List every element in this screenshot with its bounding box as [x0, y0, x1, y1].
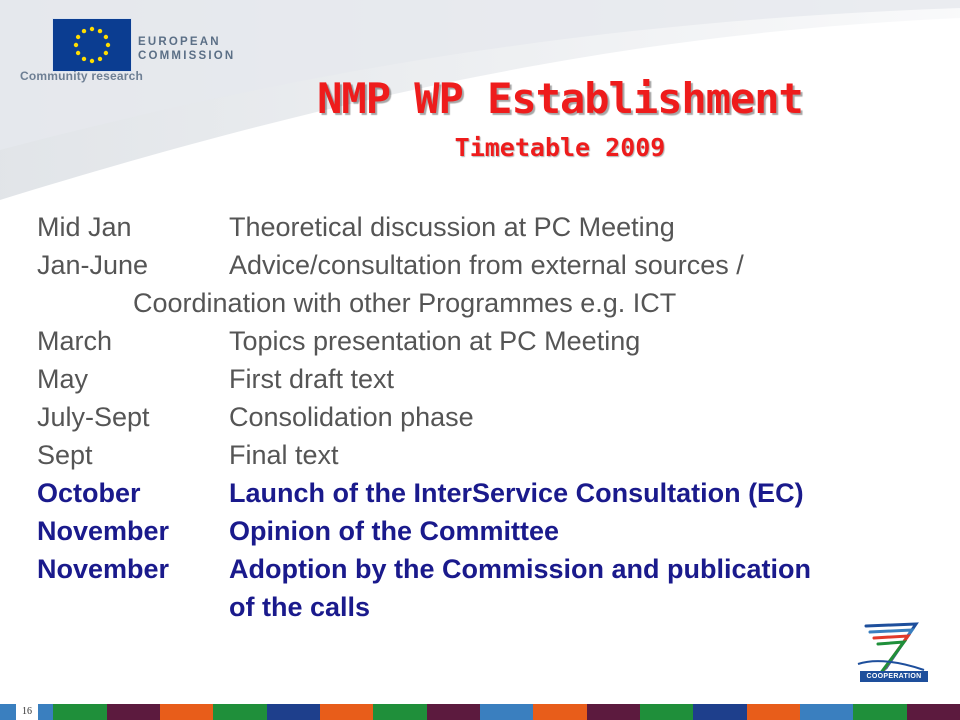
color-bar-segment [800, 704, 853, 720]
color-bar-segment [640, 704, 693, 720]
timeline-date: Jan-June [37, 250, 149, 280]
color-bar-segment [53, 704, 106, 720]
tagline: Community research [20, 69, 143, 83]
timeline-activity: Final text [229, 440, 339, 470]
color-bar-segment [853, 704, 906, 720]
color-bar-segment [320, 704, 373, 720]
color-bar-segment [907, 704, 960, 720]
color-bar-segment [213, 704, 266, 720]
timeline-row [37, 436, 937, 474]
page-number: 16 [16, 704, 38, 720]
timeline-activity: Coordination with other Programmes e.g. ICT [133, 288, 677, 318]
timeline-row-highlight-continuation [37, 588, 937, 626]
color-bar-segment [693, 704, 746, 720]
color-bar-segment [533, 704, 586, 720]
color-bar-segment [587, 704, 640, 720]
timeline-activity: Adoption by the Commission and publication [229, 554, 811, 584]
slide-subtitle: Timetable 2009 [454, 133, 666, 162]
timeline-row [37, 246, 937, 284]
cooperation-label: COOPERATION [860, 671, 928, 682]
timetable [37, 208, 937, 626]
timeline-row [37, 322, 937, 360]
timeline-row-continuation [37, 284, 937, 322]
footer-color-bar [0, 704, 960, 720]
timeline-row [37, 398, 937, 436]
color-bar-segment [747, 704, 800, 720]
timeline-activity: Advice/consultation from external sources / [229, 250, 744, 280]
timeline-activity: First draft text [229, 364, 395, 394]
timeline-activity: Consolidation phase [229, 402, 474, 432]
timeline-activity: Theoretical discussion at PC Meeting [229, 212, 675, 242]
color-bar-segment [373, 704, 426, 720]
timeline-activity: Opinion of the Committee [229, 516, 559, 546]
color-bar-segment [480, 704, 533, 720]
timeline-activity: Topics presentation at PC Meeting [229, 326, 641, 356]
timeline-row [37, 208, 937, 246]
timeline-row [37, 360, 937, 398]
timeline-row-highlight [37, 550, 937, 588]
timeline-row-highlight [37, 512, 937, 550]
org-line-1: EUROPEAN [138, 36, 221, 48]
eu-flag-icon [52, 18, 132, 72]
color-bar-segment [267, 704, 320, 720]
timeline-date: October [37, 478, 141, 508]
timeline-date: March [37, 326, 113, 356]
color-bar-segment [160, 704, 213, 720]
timeline-date: November [37, 516, 170, 546]
color-bar-segment [427, 704, 480, 720]
timeline-date: July-Sept [37, 402, 150, 432]
timeline-row-highlight [37, 474, 937, 512]
timeline-date: Mid Jan [37, 212, 132, 242]
org-line-2: COMMISSION [138, 50, 236, 62]
color-bar-segment [107, 704, 160, 720]
organization-name [138, 35, 258, 63]
slide-title: NMP WP Establishment [317, 74, 803, 123]
timeline-date: May [37, 364, 89, 394]
timeline-activity: Launch of the InterService Consultation (EC) [229, 478, 804, 508]
timeline-date: November [37, 554, 170, 584]
timeline-activity: of the calls [229, 592, 371, 622]
timeline-date: Sept [37, 440, 93, 470]
